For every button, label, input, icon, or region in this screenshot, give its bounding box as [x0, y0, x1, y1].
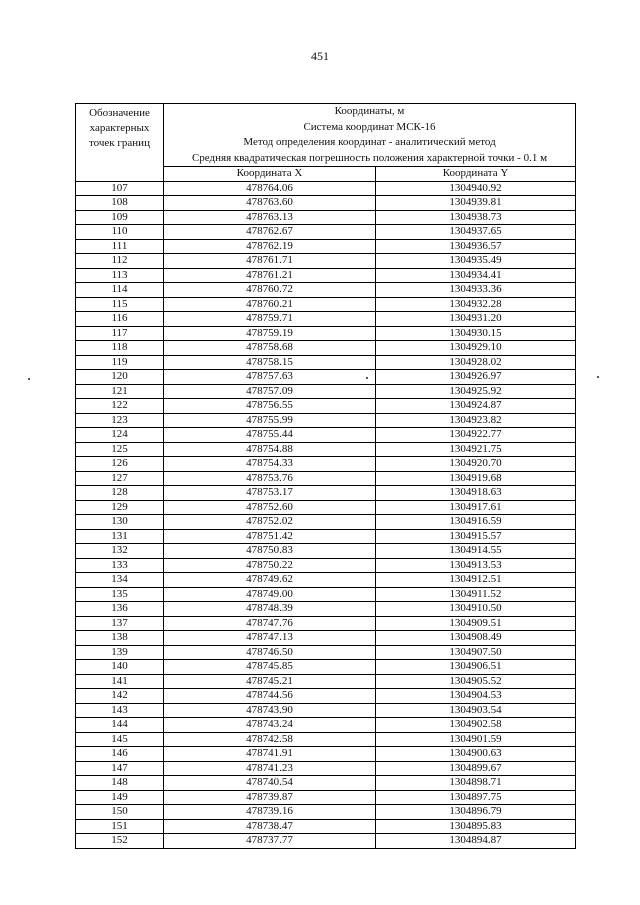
coordinate-y-cell: 1304934.41: [376, 268, 576, 283]
table-row: [76, 341, 576, 356]
coordinate-x-cell: 478757.09: [164, 384, 376, 399]
coordinate-x-cell: 478762.19: [164, 239, 376, 254]
table-row: [76, 805, 576, 820]
coordinate-y-cell: 1304924.87: [376, 399, 576, 414]
coordinate-y-cell: 1304922.77: [376, 428, 576, 443]
table-row: [76, 660, 576, 675]
table-row: [76, 645, 576, 660]
scan-speck: [366, 377, 368, 379]
coordinate-y-cell: 1304928.02: [376, 355, 576, 370]
point-number-cell: 117: [76, 326, 164, 341]
coordinate-x-cell: 478746.50: [164, 645, 376, 660]
coordinate-x-cell: 478745.21: [164, 674, 376, 689]
point-number-cell: 148: [76, 776, 164, 791]
point-number-cell: 132: [76, 544, 164, 559]
coordinate-x-cell: 478743.24: [164, 718, 376, 733]
point-number-cell: 108: [76, 196, 164, 211]
table-row: [76, 312, 576, 327]
coordinate-x-cell: 478747.76: [164, 616, 376, 631]
coordinate-y-cell: 1304896.79: [376, 805, 576, 820]
coordinate-x-cell: 478754.88: [164, 442, 376, 457]
point-number-cell: 138: [76, 631, 164, 646]
table-row: [76, 558, 576, 573]
table-row: [76, 790, 576, 805]
coordinate-y-cell: 1304930.15: [376, 326, 576, 341]
table-row: [76, 500, 576, 515]
header-left-line: точек границ: [89, 137, 150, 149]
table-row: [76, 834, 576, 849]
point-number-cell: 147: [76, 761, 164, 776]
point-number-cell: 141: [76, 674, 164, 689]
point-number-cell: 142: [76, 689, 164, 704]
coordinate-y-cell: 1304895.83: [376, 819, 576, 834]
coordinate-y-cell: 1304933.36: [376, 283, 576, 298]
coordinate-x-cell: 478755.44: [164, 428, 376, 443]
table-row: [76, 297, 576, 312]
coordinate-y-cell: 1304907.50: [376, 645, 576, 660]
coordinate-x-cell: 478737.77: [164, 834, 376, 849]
coordinate-x-cell: 478758.68: [164, 341, 376, 356]
coordinate-y-cell: 1304918.63: [376, 486, 576, 501]
point-number-cell: 133: [76, 558, 164, 573]
coordinate-x-cell: 478762.67: [164, 225, 376, 240]
coordinate-y-cell: 1304914.55: [376, 544, 576, 559]
coordinate-y-cell: 1304915.57: [376, 529, 576, 544]
column-x-header: Координата X: [164, 167, 376, 182]
point-number-cell: 116: [76, 312, 164, 327]
coordinate-x-cell: 478763.13: [164, 210, 376, 225]
coordinate-y-cell: 1304939.81: [376, 196, 576, 211]
coordinate-x-cell: 478748.39: [164, 602, 376, 617]
table-row: [76, 718, 576, 733]
table-row: [76, 616, 576, 631]
coordinate-y-cell: 1304912.51: [376, 573, 576, 588]
mean-square-error: Средняя квадратическая погрешность положения характерной точки - 0.1 м: [191, 151, 548, 164]
table-row: [76, 196, 576, 211]
coordinate-y-cell: 1304904.53: [376, 689, 576, 704]
table-row: [76, 819, 576, 834]
table-row: [76, 587, 576, 602]
header-left-line: характерных: [89, 122, 150, 134]
coordinate-y-cell: 1304923.82: [376, 413, 576, 428]
table-row: [76, 326, 576, 341]
coordinate-x-cell: 478744.56: [164, 689, 376, 704]
coordinate-y-cell: 1304911.52: [376, 587, 576, 602]
point-number-cell: 124: [76, 428, 164, 443]
coordinate-x-cell: 478760.72: [164, 283, 376, 298]
coordinate-y-cell: 1304897.75: [376, 790, 576, 805]
table-row: [76, 457, 576, 472]
coordinate-x-cell: 478761.71: [164, 254, 376, 269]
coordinate-y-cell: 1304913.53: [376, 558, 576, 573]
point-number-cell: 152: [76, 834, 164, 849]
table-row: [76, 254, 576, 269]
coordinate-x-cell: 478749.00: [164, 587, 376, 602]
coordinate-x-cell: 478756.55: [164, 399, 376, 414]
point-number-cell: 136: [76, 602, 164, 617]
table-row: [76, 573, 576, 588]
coordinate-x-cell: 478745.85: [164, 660, 376, 675]
coordinate-x-cell: 478759.71: [164, 312, 376, 327]
table-row: [76, 703, 576, 718]
coordinate-y-cell: 1304916.59: [376, 515, 576, 530]
coordinate-x-cell: 478753.17: [164, 486, 376, 501]
coordinate-x-cell: 478763.60: [164, 196, 376, 211]
table-row: [76, 776, 576, 791]
coordinate-x-cell: 478742.58: [164, 732, 376, 747]
table-row: [76, 747, 576, 762]
point-number-cell: 125: [76, 442, 164, 457]
point-number-cell: 114: [76, 283, 164, 298]
point-number-cell: 150: [76, 805, 164, 820]
table-row: [76, 268, 576, 283]
point-number-cell: 135: [76, 587, 164, 602]
table-row: [76, 428, 576, 443]
point-number-cell: 143: [76, 703, 164, 718]
coordinate-x-cell: 478741.91: [164, 747, 376, 762]
point-number-cell: 109: [76, 210, 164, 225]
table-row: [76, 471, 576, 486]
coordinate-x-cell: 478764.06: [164, 181, 376, 196]
coordinate-x-cell: 478750.22: [164, 558, 376, 573]
point-number-cell: 128: [76, 486, 164, 501]
point-number-cell: 139: [76, 645, 164, 660]
table-row: [76, 225, 576, 240]
coordinate-x-cell: 478752.02: [164, 515, 376, 530]
coordinate-y-cell: 1304929.10: [376, 341, 576, 356]
coordinate-y-cell: 1304919.68: [376, 471, 576, 486]
table-row: [76, 283, 576, 298]
table-row: [76, 674, 576, 689]
point-number-cell: 151: [76, 819, 164, 834]
coordinates-table: [75, 103, 576, 849]
table-row: [76, 399, 576, 414]
point-number-cell: 118: [76, 341, 164, 356]
coordinate-y-cell: 1304906.51: [376, 660, 576, 675]
point-number-cell: 111: [76, 239, 164, 254]
coordinate-y-cell: 1304903.54: [376, 703, 576, 718]
coordinate-y-cell: 1304931.20: [376, 312, 576, 327]
coordinate-x-cell: 478760.21: [164, 297, 376, 312]
point-number-cell: 122: [76, 399, 164, 414]
coordinate-x-cell: 478761.21: [164, 268, 376, 283]
scan-speck: [28, 378, 30, 380]
coordinate-y-cell: 1304917.61: [376, 500, 576, 515]
coordinate-y-cell: 1304920.70: [376, 457, 576, 472]
coordinate-x-cell: 478755.99: [164, 413, 376, 428]
coordinate-x-cell: 478747.13: [164, 631, 376, 646]
coordinate-x-cell: 478753.76: [164, 471, 376, 486]
point-number-cell: 113: [76, 268, 164, 283]
point-number-cell: 110: [76, 225, 164, 240]
coordinate-x-cell: 478759.19: [164, 326, 376, 341]
coordinates-header: [164, 104, 576, 167]
point-number-cell: 129: [76, 500, 164, 515]
coordinate-y-cell: 1304926.97: [376, 370, 576, 385]
table-row: [76, 529, 576, 544]
table-row: [76, 732, 576, 747]
table-row: [76, 210, 576, 225]
table-row: [76, 442, 576, 457]
table-row: [76, 602, 576, 617]
table-row: [76, 181, 576, 196]
coordinate-x-cell: 478750.83: [164, 544, 376, 559]
scan-speck: [597, 376, 599, 378]
coordinate-y-cell: 1304910.50: [376, 602, 576, 617]
coordinate-x-cell: 478758.15: [164, 355, 376, 370]
point-number-cell: 107: [76, 181, 164, 196]
table-row: [76, 370, 576, 385]
coordinate-x-cell: 478741.23: [164, 761, 376, 776]
point-number-cell: 115: [76, 297, 164, 312]
coordinate-x-cell: 478738.47: [164, 819, 376, 834]
coordinate-x-cell: 478739.16: [164, 805, 376, 820]
coordinate-x-cell: 478743.90: [164, 703, 376, 718]
point-number-cell: 137: [76, 616, 164, 631]
coordinate-y-cell: 1304932.28: [376, 297, 576, 312]
table-row: [76, 486, 576, 501]
coordinate-y-cell: 1304905.52: [376, 674, 576, 689]
point-number-cell: 149: [76, 790, 164, 805]
point-number-cell: 112: [76, 254, 164, 269]
point-number-cell: 140: [76, 660, 164, 675]
table-row: [76, 384, 576, 399]
point-number-cell: 130: [76, 515, 164, 530]
point-number-cell: 121: [76, 384, 164, 399]
coordinate-y-cell: 1304925.92: [376, 384, 576, 399]
table-row: [76, 239, 576, 254]
coordinate-y-cell: 1304899.67: [376, 761, 576, 776]
coordinate-x-cell: 478739.87: [164, 790, 376, 805]
coordinate-y-cell: 1304935.49: [376, 254, 576, 269]
point-number-cell: 119: [76, 355, 164, 370]
coordinate-y-cell: 1304898.71: [376, 776, 576, 791]
point-number-cell: 126: [76, 457, 164, 472]
coordinate-x-cell: 478752.60: [164, 500, 376, 515]
coordinate-y-cell: 1304908.49: [376, 631, 576, 646]
coordinate-x-cell: 478751.42: [164, 529, 376, 544]
point-number-cell: 134: [76, 573, 164, 588]
coordinate-y-cell: 1304909.51: [376, 616, 576, 631]
coordinate-y-cell: 1304937.65: [376, 225, 576, 240]
page-number: 451: [311, 49, 329, 63]
point-number-cell: 145: [76, 732, 164, 747]
coordinate-y-cell: 1304900.63: [376, 747, 576, 762]
coordinate-y-cell: 1304940.92: [376, 181, 576, 196]
coordinate-y-cell: 1304901.59: [376, 732, 576, 747]
point-number-cell: 131: [76, 529, 164, 544]
coordinate-x-cell: 478740.54: [164, 776, 376, 791]
table-row: [76, 689, 576, 704]
table-row: [76, 355, 576, 370]
point-number-cell: 146: [76, 747, 164, 762]
coordinate-x-cell: 478749.62: [164, 573, 376, 588]
point-number-cell: 123: [76, 413, 164, 428]
coordinate-y-cell: 1304921.75: [376, 442, 576, 457]
determination-method: Метод определения координат - аналитический метод: [243, 136, 496, 148]
coordinate-x-cell: 478754.33: [164, 457, 376, 472]
point-number-cell: 127: [76, 471, 164, 486]
coordinate-system: Система координат МСК-16: [303, 120, 436, 133]
point-number-cell: 144: [76, 718, 164, 733]
point-designation-header: [76, 104, 164, 182]
coordinate-y-cell: 1304902.58: [376, 718, 576, 733]
table-row: [76, 515, 576, 530]
table-row: [76, 631, 576, 646]
coordinates-title: Координаты, м: [334, 105, 405, 117]
table-header-row: [76, 104, 576, 167]
coordinate-y-cell: 1304936.57: [376, 239, 576, 254]
table-row: [76, 413, 576, 428]
coordinate-y-cell: 1304938.73: [376, 210, 576, 225]
header-left-line: Обозначение: [89, 107, 150, 119]
coordinate-x-cell: 478757.63: [164, 370, 376, 385]
table-row: [76, 761, 576, 776]
table-row: [76, 544, 576, 559]
point-number-cell: 120: [76, 370, 164, 385]
coordinate-y-cell: 1304894.87: [376, 834, 576, 849]
column-y-header: Координата Y: [376, 167, 576, 182]
